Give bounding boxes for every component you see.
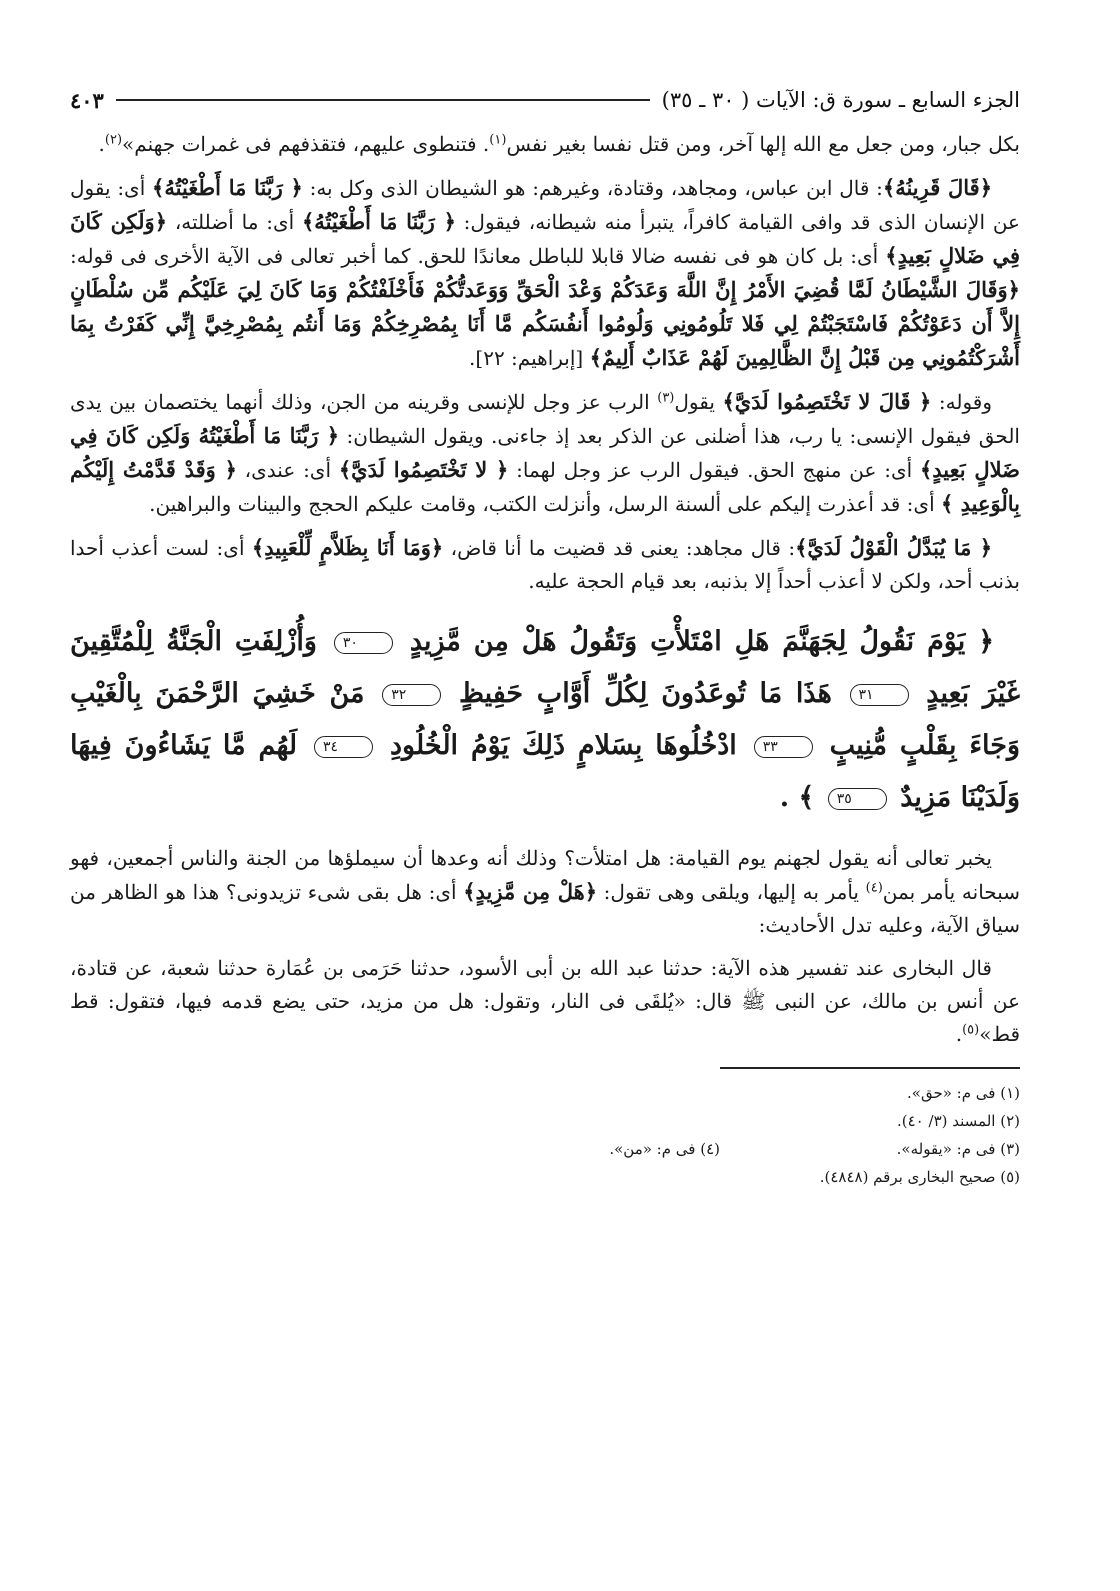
ayah-number-34: ٣٤ [314, 736, 373, 758]
quran-quote: ﴿ رَبَّنَا مَا أَطْغَيْتُهُ وَلَكِن كَانَ فِي ضَلالٍ بَعِيدٍ﴾ [70, 423, 1021, 482]
text-run: يقول [674, 390, 723, 414]
main-text [70, 128, 1020, 1051]
header-title: الجزء السابع ـ سورة ق: الآيات ( ٣٠ ـ ٣٥) [661, 88, 1020, 112]
footnote-3: (٣) فى م: «يقوله». [896, 1140, 1020, 1158]
quran-quote: ﴿ قَالَ لا تَخْتَصِمُوا لَدَيَّ﴾ [722, 389, 932, 414]
footnote-ref-5: (٥) [962, 1022, 980, 1038]
footnote-ref-4: (٤) [865, 880, 883, 896]
footnote-row [70, 1135, 1020, 1163]
text-run: . [98, 132, 105, 156]
quran-quote: ﴿وَلَكِن كَانَ فِي ضَلالٍ بَعِيدٍ﴾ [70, 209, 1020, 268]
paragraph-6 [70, 952, 1020, 1051]
verse-open-bracket: ﴿ [978, 626, 995, 657]
footnote-1: (١) فى م: «حق». [907, 1084, 1020, 1102]
ayah-number-33: ٣٣ [754, 736, 813, 758]
paragraph-2 [70, 171, 1020, 375]
text-run: وقوله: [931, 390, 993, 414]
ayah-number-31: ٣١ [850, 684, 909, 706]
ayah-number-32: ٣٢ [382, 684, 441, 706]
footnote-ref-2: (٢) [104, 132, 123, 148]
paragraph-4 [70, 531, 1020, 598]
text-run: : قال مجاهد: يعنى قد قضيت ما أنا قاض، [443, 536, 796, 560]
text-run: يأمر به إليها، ويلقى وهى تقول: [597, 880, 866, 904]
verse-31: وَأُزْلِفَتِ الْجَنَّةُ لِلْمُتَّقِينَ غَيْرَ بَعِيدٍ [70, 626, 1020, 709]
quran-quote: ﴿ وَقَدْ قَدَّمْتُ إِلَيْكُم بِالْوَعِيدِ ﴾ [70, 457, 1020, 516]
footnote-divider [720, 1067, 1020, 1069]
verse-35: لَهُم مَّا يَشَاءُونَ فِيهَا وَلَدَيْنَا مَزِيدٌ [70, 730, 1020, 813]
footnote-ref-3: (٣) [657, 390, 675, 406]
header-rule [116, 99, 650, 101]
verse-close-bracket: ﴾ . [779, 782, 815, 813]
footnote-4: (٤) فى م: «من». [609, 1140, 720, 1158]
text-run: أى: يقول عن الإنسان الذى قد وافى القيامة كافراً، يتبرأ منه شيطانه، فيقول: [70, 176, 1020, 234]
footnote-2: (٢) المسند (٣/ ٤٠). [897, 1112, 1020, 1130]
footnotes [70, 1079, 1020, 1191]
paragraph-5 [70, 842, 1020, 942]
quran-quote: ﴿ مَا يُبَدَّلُ الْقَوْلُ لَدَيَّ﴾ [795, 535, 992, 560]
running-header [70, 80, 1020, 120]
quran-quote: ﴿قَالَ قَرِينُهُ﴾ [882, 175, 993, 200]
verse-34: ادْخُلُوهَا بِسَلامٍ ذَلِكَ يَوْمُ الْخُلُودِ [389, 730, 737, 761]
quran-quote: ﴿وَقَالَ الشَّيْطَانُ لَمَّا قُضِيَ الأَمْرُ إِنَّ اللَّهَ وَعَدَكُمْ وَعْدَ الْحَقِّ وَوَعَدتُّكُمْ فَأَخْلَفْتُكُمْ وَمَا كَانَ لِيَ عَلَيْكُم مِّن سُلْطَانٍ إِلاَّ أَن دَعَوْتُكُمْ فَاسْتَجَبْتُمْ لِي فَلا تَلُومُونِي وَلُومُوا أَنفُسَكُم مَّا أَنَا بِمُصْرِخِكُمْ وَمَا أَنتُم بِمُصْرِخِيَّ إِنِّي كَفَرْتُ بِمَا أَشْرَكْتُمُونِي مِن قَبْلُ إِنَّ الظَّالِمِينَ لَهُمْ عَذَابٌ أَلِيمٌ﴾ [70, 277, 1020, 370]
ayah-number-30: ٣٠ [334, 632, 393, 654]
text-run: أى: قد أعذرت إليكم على ألسنة الرسل، وأنزلت الكتب، وقامت عليكم الحجج والبينات والبراهين. [149, 492, 941, 516]
text-run: قال البخارى عند تفسير هذه الآية: حدثنا عبد الله بن أبى الأسود، حدثنا حَرَمى بن عُمَارة حدثنا شعبة، عن قتادة، عن أنس بن مالك، عن النبى ﷺ قال: «يُلقَى فى النار، وتقول: هل من مزيد، حتى يضع قدمه فيها، فتقول: قط قط» [70, 956, 1020, 1046]
text-run: يخبر تعالى أنه يقول لجهنم يوم القيامة: هل امتلأت؟ وذلك أنه وعدها أن سيملؤها من الجنة والناس أجمعين، فهو سبحانه يأمر بمن [70, 846, 1020, 904]
paragraph-3 [70, 385, 1020, 521]
citation: [إبراهيم: ٢٢]. [469, 346, 590, 370]
quran-quote: ﴿هَلْ مِن مَّزِيدٍ﴾ [463, 879, 597, 904]
quran-quote: ﴿وَمَا أَنَا بِظَلاَّمٍ لِّلْعَبِيدِ﴾ [251, 535, 444, 560]
text-run: أى: بل كان هو فى نفسه ضالا قابلا للباطل معاندًا للحق. كما أخبر تعالى فى الآية الأخرى فى قوله: [70, 244, 886, 268]
page-number: ٤٠٣ [70, 87, 104, 113]
text-run: . [955, 1022, 963, 1046]
text-run: أى: عن منهج الحق. فيقول الرب عز وجل لهما: [508, 458, 920, 482]
verse-32: هَذَا مَا تُوعَدُونَ لِكُلِّ أَوَّابٍ حَفِيظٍ [458, 678, 832, 709]
text-run: . فتنطوى عليهم، فتقذفهم فى غمرات جهنم» [122, 132, 490, 156]
quran-quote: ﴿ رَبَّنَا مَا أَطْغَيْتُهُ﴾ [302, 209, 456, 234]
paragraph-1 [70, 128, 1020, 161]
text-run: أى: ما أضللته، [167, 210, 302, 234]
text-run: أى: لست أعذب أحدا بذنب أحد، ولكن لا أعذب أحداً إلا بذنبه، بعد قيام الحجة عليه. [70, 536, 1020, 593]
text-run: بكل جبار، ومن جعل مع الله إلها آخر، ومن قتل نفسا بغير نفس [506, 132, 1020, 156]
quran-quote: ﴿ لا تَخْتَصِمُوا لَدَيَّ﴾ [338, 457, 509, 482]
quran-verses-30-35 [70, 616, 1020, 824]
ayah-number-35: ٣٥ [828, 788, 887, 810]
text-run: أى: هل بقى شىء تزيدونى؟ هذا هو الظاهر من سياق الآية، وعليه تدل الأحاديث: [70, 880, 1020, 937]
verse-30: يَوْمَ نَقُولُ لِجَهَنَّمَ هَلِ امْتَلأْتِ وَتَقُولُ هَلْ مِن مَّزِيدٍ [409, 626, 966, 657]
text-run: : قال ابن عباس، ومجاهد، وقتادة، وغيرهم: هو الشيطان الذى وكل به: [302, 176, 883, 200]
quran-quote: ﴿ رَبَّنَا مَا أَطْغَيْتُهُ﴾ [152, 175, 303, 200]
text-run: أى: عندى، [236, 458, 339, 482]
verse-33: مَنْ خَشِيَ الرَّحْمَنَ بِالْغَيْبِ وَجَاءَ بِقَلْبٍ مُّنِيبٍ [70, 678, 1021, 761]
text-run: الرب عز وجل للإنسى وقرينه من الجن، وذلك أنهما يختصمان بين يدى الحق فيقول الإنسى: يا رب، هذا أضلنى عن الذكر بعد إذ جاءنى. ويقول الشيطان: [70, 390, 1020, 448]
footnote-5: (٥) صحيح البخارى برقم (٤٨٤٨). [819, 1168, 1020, 1186]
book-page [70, 80, 1020, 1511]
footnote-ref-1: (١) [489, 132, 507, 148]
